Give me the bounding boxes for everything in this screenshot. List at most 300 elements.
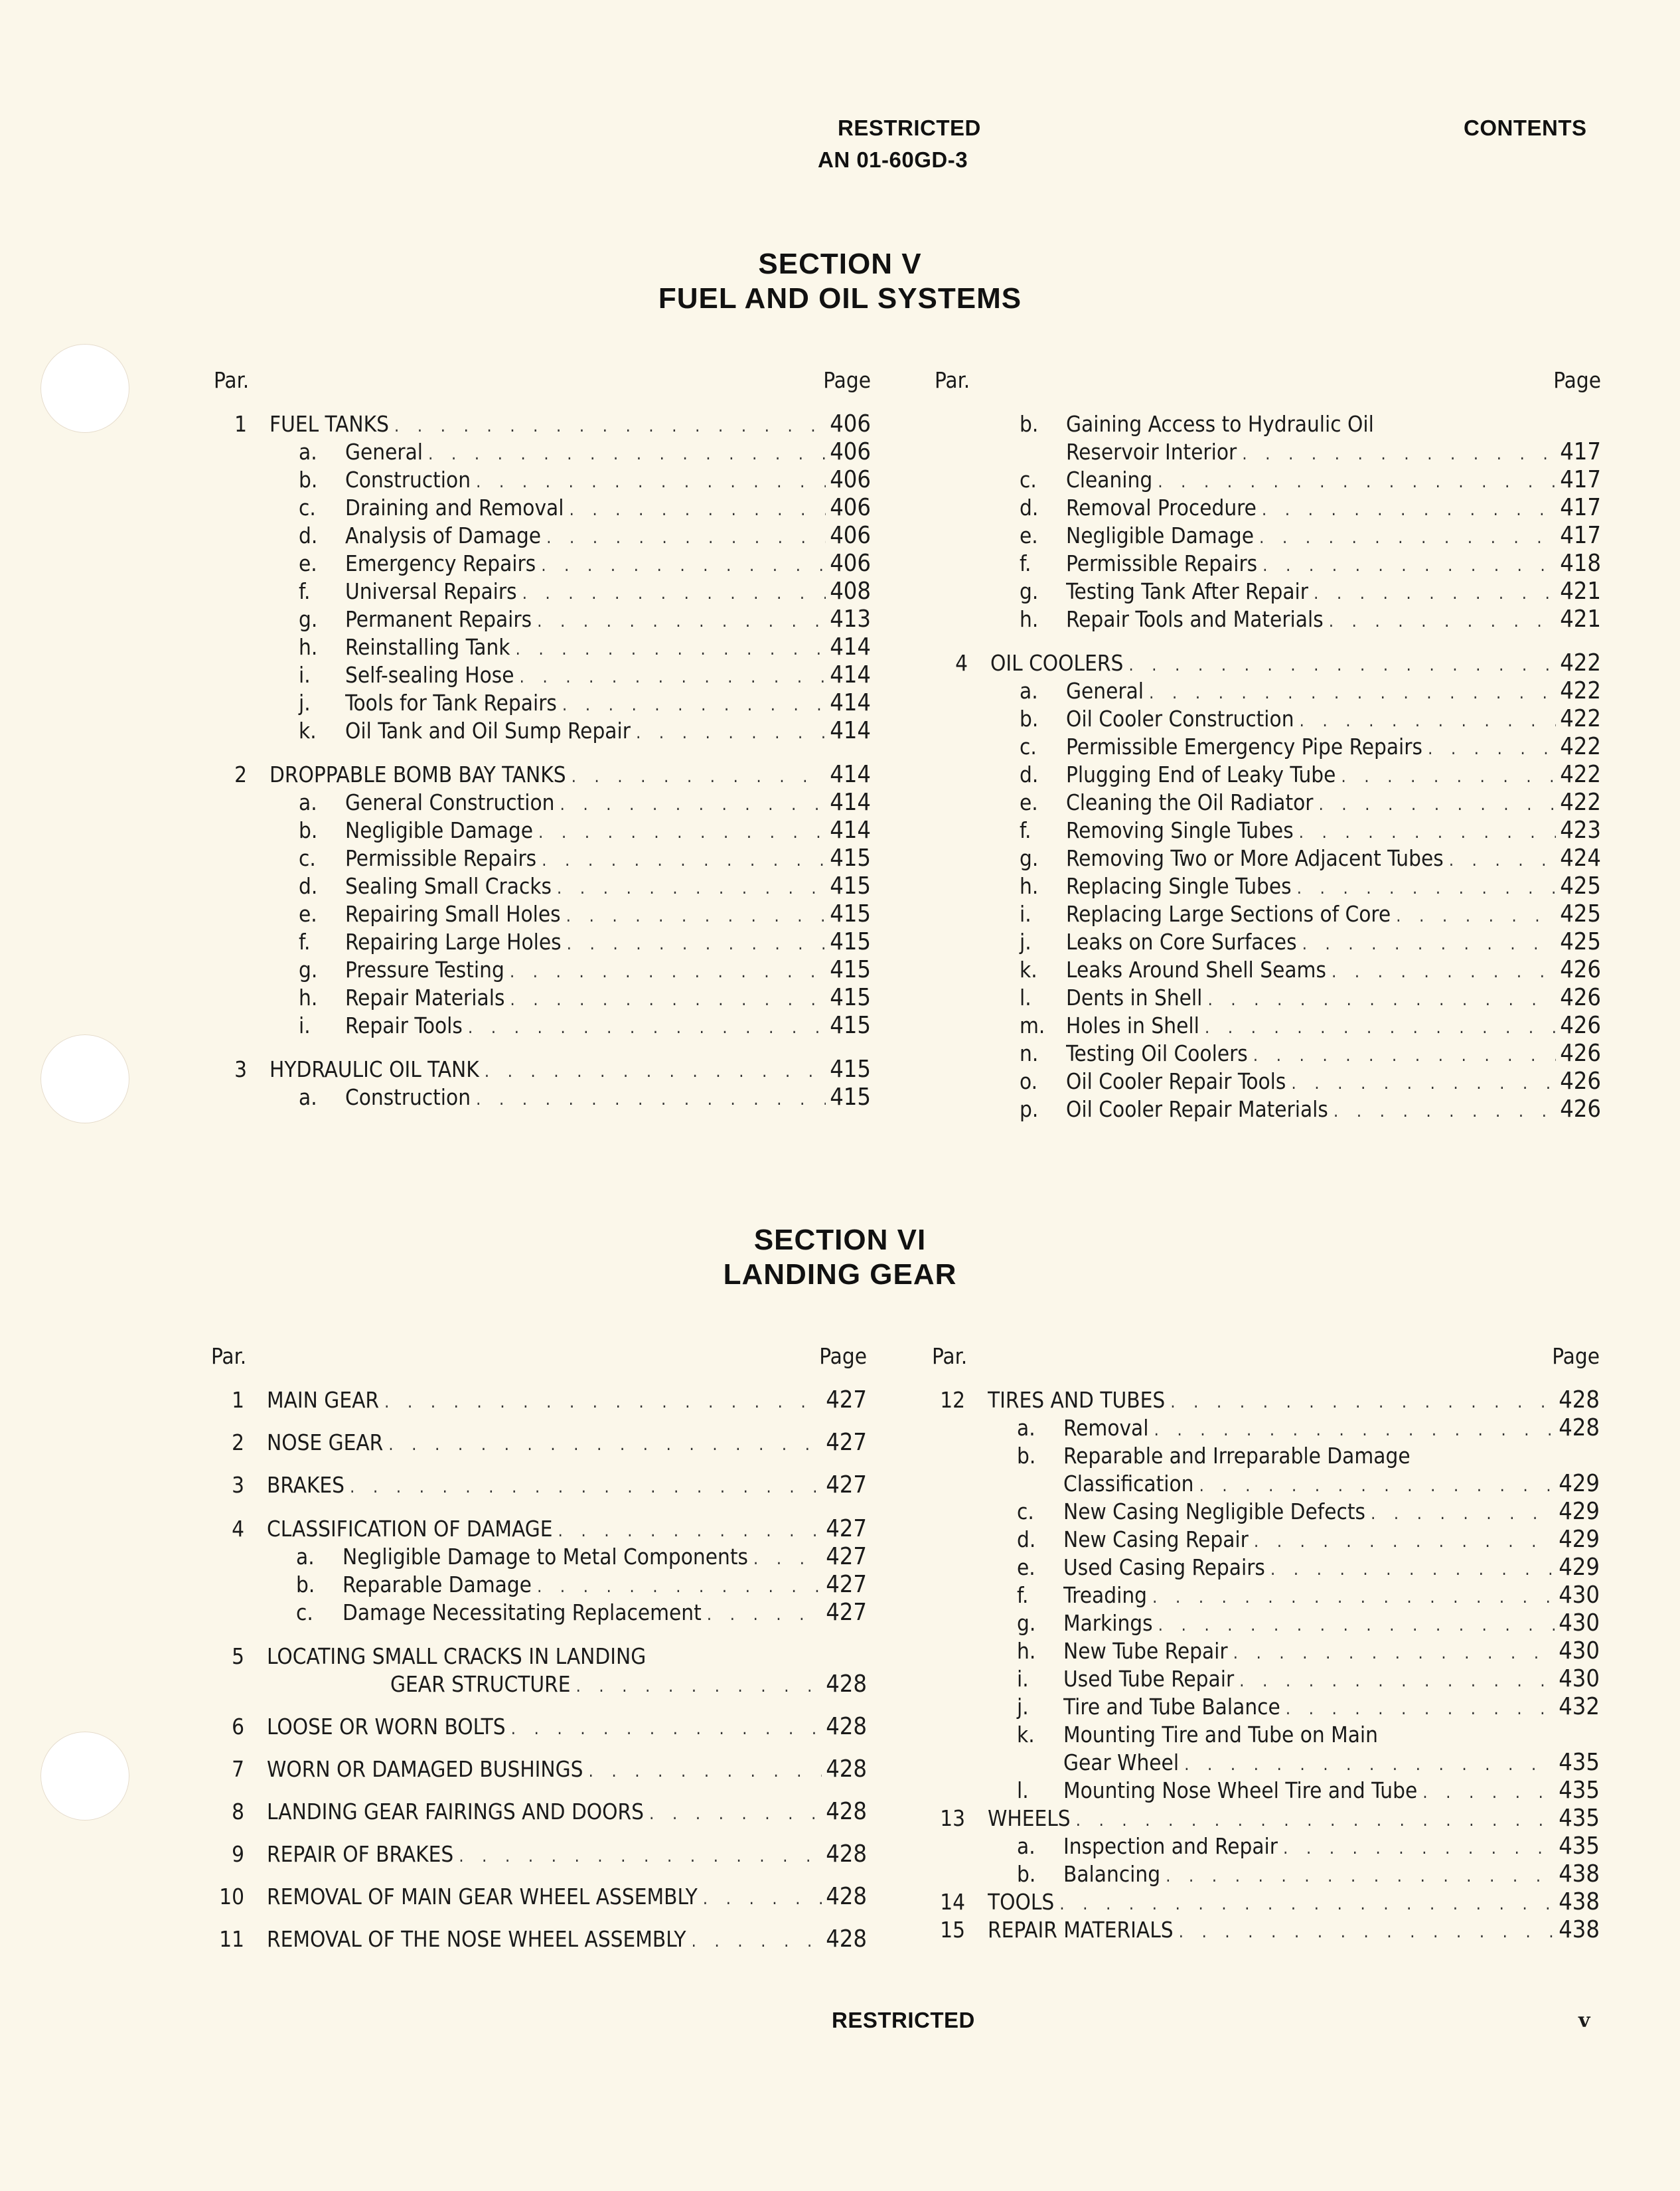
subparagraph-letter: d. — [1017, 1526, 1036, 1552]
toc-subentry[interactable] — [935, 578, 1601, 606]
page-number[interactable]: 438 — [1559, 1916, 1600, 1943]
toc-subentry[interactable] — [214, 438, 871, 466]
entry-title: OIL COOLERS — [990, 650, 1124, 676]
leader-dots — [428, 440, 826, 468]
page-number[interactable]: 428 — [826, 1713, 867, 1740]
page-number[interactable]: 421 — [1560, 606, 1601, 633]
toc-subentry[interactable] — [214, 550, 871, 578]
page-number[interactable]: 422 — [1560, 789, 1601, 816]
toc-subentry[interactable] — [214, 928, 871, 956]
page-number[interactable]: 424 — [1560, 845, 1601, 872]
toc-section-cont — [935, 410, 1601, 633]
page-number[interactable]: 428 — [826, 1798, 867, 1825]
entry-title-line — [343, 1599, 867, 1629]
subparagraph-letter: f. — [299, 929, 311, 955]
entry-title: General — [1066, 678, 1144, 704]
toc-entry[interactable] — [211, 1925, 867, 1953]
paragraph-number: 6 — [232, 1714, 244, 1740]
page-number[interactable]: 430 — [1559, 1665, 1600, 1692]
toc-subentry[interactable] — [214, 661, 871, 689]
toc-entry[interactable] — [211, 1755, 867, 1783]
page-number[interactable]: 426 — [1560, 1096, 1601, 1123]
page-number[interactable]: 414 — [830, 717, 871, 744]
page-number[interactable]: 414 — [830, 689, 871, 716]
entry-title: Permanent Repairs — [345, 606, 532, 632]
entry-title-line — [1066, 984, 1601, 1014]
toc-section-3 — [211, 1457, 867, 1499]
page-number[interactable]: 406 — [830, 410, 871, 438]
entry-title-line — [345, 956, 871, 986]
toc-entry[interactable] — [211, 1670, 867, 1698]
page-number[interactable]: 414 — [830, 661, 871, 689]
page-number[interactable]: 426 — [1560, 956, 1601, 983]
toc-subentry[interactable] — [935, 761, 1601, 789]
column-header — [935, 366, 1601, 394]
toc-entry[interactable] — [211, 1643, 867, 1670]
toc-entry[interactable] — [211, 1429, 867, 1457]
page-number[interactable]: 414 — [830, 817, 871, 844]
subparagraph-letter: l. — [1020, 985, 1031, 1011]
page-number[interactable]: 406 — [830, 550, 871, 577]
toc-section-1 — [211, 1386, 867, 1414]
toc-entry[interactable] — [211, 1515, 867, 1543]
leader-dots — [1184, 1751, 1555, 1779]
page-number[interactable]: 415 — [830, 956, 871, 983]
paragraph-number: 3 — [234, 1056, 247, 1082]
toc-entry[interactable] — [211, 1386, 867, 1414]
entry-title-line — [1066, 733, 1601, 763]
toc-subentry[interactable] — [932, 1721, 1600, 1749]
entry-title-line — [1066, 956, 1601, 986]
page-number[interactable]: 415 — [830, 928, 871, 955]
entry-title-line — [345, 578, 871, 608]
toc-entry[interactable] — [214, 761, 871, 789]
toc-subentry[interactable] — [932, 1554, 1600, 1582]
section-5-left-column — [214, 366, 871, 1111]
entry-title: HYDRAULIC OIL TANK — [269, 1056, 479, 1082]
toc-subentry[interactable] — [935, 494, 1601, 522]
page-number[interactable]: 418 — [1560, 550, 1601, 577]
toc-subentry[interactable] — [214, 845, 871, 872]
page-number[interactable]: 428 — [826, 1925, 867, 1953]
subparagraph-letter: a. — [1020, 678, 1038, 704]
toc-entry[interactable] — [932, 1888, 1600, 1916]
page-number[interactable]: 430 — [1559, 1609, 1600, 1637]
page-number[interactable]: 415 — [830, 1012, 871, 1039]
toc-subentry[interactable] — [211, 1599, 867, 1627]
entry-title: MAIN GEAR — [267, 1387, 379, 1413]
entry-title: LOCATING SMALL CRACKS IN LANDING — [267, 1643, 647, 1669]
entry-title-line — [345, 872, 871, 902]
page-number[interactable]: 417 — [1560, 522, 1601, 549]
leader-dots — [510, 986, 826, 1014]
toc-subentry[interactable] — [935, 677, 1601, 705]
entry-title: NOSE GEAR — [267, 1429, 384, 1455]
leader-dots — [1332, 958, 1556, 986]
toc-entry[interactable] — [211, 1840, 867, 1868]
page-number[interactable]: 429 — [1559, 1526, 1600, 1553]
page-number[interactable]: 422 — [1560, 705, 1601, 732]
entry-title-line — [267, 1840, 867, 1870]
entry-title-line — [1066, 817, 1601, 847]
page-number[interactable]: 426 — [1560, 984, 1601, 1011]
subparagraph-letter: i. — [1017, 1666, 1029, 1692]
page-number[interactable]: 425 — [1560, 928, 1601, 955]
toc-entry[interactable] — [932, 1386, 1600, 1414]
toc-subentry[interactable] — [932, 1665, 1600, 1693]
toc-subentry[interactable] — [935, 606, 1601, 633]
leader-dots — [1283, 1834, 1555, 1862]
entry-title: Reinstalling Tank — [345, 634, 510, 660]
entry-title-line — [267, 1798, 867, 1828]
entry-title-line — [990, 649, 1601, 679]
entry-title-line — [1066, 928, 1601, 958]
toc-subentry[interactable] — [214, 900, 871, 928]
toc-subentry[interactable] — [214, 606, 871, 633]
page-number[interactable]: 414 — [830, 761, 871, 788]
page-number[interactable]: 435 — [1559, 1749, 1600, 1776]
entry-title: Mounting Tire and Tube on Main — [1063, 1722, 1379, 1747]
toc-subentry[interactable] — [932, 1414, 1600, 1442]
leader-dots — [1253, 1042, 1556, 1070]
toc-subentry[interactable] — [935, 733, 1601, 761]
page-number[interactable]: 415 — [830, 845, 871, 872]
subparagraph-letter: a. — [1017, 1415, 1035, 1441]
toc-subentry[interactable] — [935, 956, 1601, 984]
toc-subentry[interactable] — [935, 984, 1601, 1012]
toc-entry[interactable] — [214, 1056, 871, 1084]
entry-title-line — [1063, 1470, 1600, 1500]
subparagraph-letter: l. — [1017, 1777, 1029, 1803]
toc-subentry[interactable] — [935, 705, 1601, 733]
page-number[interactable]: 422 — [1560, 733, 1601, 760]
leader-dots — [476, 468, 826, 496]
entry-title-line — [267, 1386, 867, 1416]
entry-title: Used Tube Repair — [1063, 1666, 1235, 1692]
toc-subentry[interactable] — [214, 1012, 871, 1040]
entry-title-line — [1066, 438, 1601, 468]
entry-title: REMOVAL OF THE NOSE WHEEL ASSEMBLY — [267, 1926, 686, 1952]
toc-subentry[interactable] — [932, 1777, 1600, 1805]
toc-subentry[interactable] — [935, 928, 1601, 956]
entry-title: Replacing Large Sections of Core — [1066, 901, 1391, 927]
toc-subentry[interactable] — [932, 1498, 1600, 1526]
toc-subentry[interactable] — [932, 1749, 1600, 1777]
toc-subentry[interactable] — [935, 817, 1601, 845]
toc-subentry[interactable] — [214, 956, 871, 984]
binder-punch-hole — [40, 1732, 129, 1821]
page-number[interactable]: 414 — [830, 789, 871, 816]
entry-title-line — [345, 466, 871, 496]
page-number[interactable]: 428 — [826, 1840, 867, 1868]
toc-subentry[interactable] — [214, 466, 871, 494]
page-number[interactable]: 406 — [830, 438, 871, 465]
entry-title: Testing Oil Coolers — [1066, 1040, 1248, 1066]
entry-title-line — [345, 1012, 871, 1042]
entry-title-line — [1066, 705, 1601, 735]
page-number[interactable]: 422 — [1560, 677, 1601, 704]
leader-dots — [1422, 1779, 1555, 1807]
entry-title: New Tube Repair — [1063, 1638, 1228, 1664]
paragraph-number: 15 — [940, 1917, 965, 1943]
page-number[interactable]: 415 — [830, 900, 871, 928]
toc-subentry[interactable] — [935, 1012, 1601, 1040]
entry-title: Negligible Damage — [1066, 523, 1255, 548]
page-number[interactable]: 427 — [826, 1471, 867, 1499]
entry-title-line — [1066, 845, 1601, 874]
entry-title: Analysis of Damage — [345, 523, 542, 548]
toc-subentry[interactable] — [214, 494, 871, 522]
entry-title: Oil Tank and Oil Sump Repair — [345, 718, 631, 744]
entry-title: Replacing Single Tubes — [1066, 873, 1292, 899]
subparagraph-letter: i. — [1020, 901, 1031, 927]
entry-title-line — [267, 1471, 867, 1501]
toc-subentry[interactable] — [932, 1637, 1600, 1665]
entry-title-line — [345, 817, 871, 847]
toc-subentry[interactable] — [214, 717, 871, 745]
toc-entry[interactable] — [211, 1883, 867, 1911]
page-number[interactable]: 417 — [1560, 494, 1601, 521]
entry-title-line — [1063, 1442, 1600, 1470]
toc-subentry[interactable] — [935, 522, 1601, 550]
subparagraph-letter: j. — [299, 690, 311, 716]
subparagraph-letter: b. — [296, 1572, 315, 1597]
entry-title-line — [1063, 1777, 1600, 1807]
toc-entry[interactable] — [211, 1713, 867, 1741]
header-classification: RESTRICTED — [838, 116, 981, 140]
toc-subentry[interactable] — [935, 438, 1601, 466]
leader-dots — [1199, 1472, 1555, 1500]
toc-entry[interactable] — [211, 1471, 867, 1499]
toc-subentry[interactable] — [214, 522, 871, 550]
entry-title: New Casing Repair — [1063, 1526, 1249, 1552]
toc-subentry[interactable] — [935, 845, 1601, 872]
page-number[interactable]: 422 — [1560, 649, 1601, 677]
subparagraph-letter: i. — [299, 1013, 311, 1038]
page-number[interactable]: 427 — [826, 1386, 867, 1414]
entry-title: Repairing Small Holes — [345, 901, 561, 927]
page-number[interactable]: 417 — [1560, 466, 1601, 493]
page-number[interactable]: 428 — [1559, 1414, 1600, 1441]
paragraph-number: 7 — [232, 1756, 244, 1782]
toc-subentry[interactable] — [935, 550, 1601, 578]
paragraph-number: 2 — [232, 1429, 244, 1455]
subparagraph-letter: f. — [1017, 1582, 1029, 1608]
page-number[interactable]: 423 — [1560, 817, 1601, 844]
entry-title-line — [1066, 1068, 1601, 1097]
leader-dots — [569, 496, 826, 524]
page-number[interactable]: 415 — [830, 1056, 871, 1083]
page-number[interactable]: 435 — [1559, 1805, 1600, 1832]
entry-title-line — [1066, 872, 1601, 902]
entry-title: Emergency Repairs — [345, 550, 536, 576]
leader-dots — [1059, 1890, 1555, 1918]
toc-subentry[interactable] — [935, 900, 1601, 928]
toc-subentry[interactable] — [214, 578, 871, 606]
subparagraph-letter: p. — [1020, 1096, 1039, 1122]
entry-title-line — [345, 661, 871, 691]
page-number[interactable]: 430 — [1559, 1637, 1600, 1664]
toc-subentry[interactable] — [214, 984, 871, 1012]
page-number[interactable]: 430 — [1559, 1582, 1600, 1609]
subparagraph-letter: a. — [299, 789, 317, 815]
page-number[interactable]: 422 — [1560, 761, 1601, 788]
page-number[interactable]: 428 — [1559, 1386, 1600, 1414]
page-number[interactable]: 426 — [1560, 1012, 1601, 1039]
toc-section-2 — [214, 745, 871, 1040]
leader-dots — [1233, 1639, 1555, 1667]
section-6-left-column — [211, 1342, 867, 1953]
page-number[interactable]: 415 — [830, 872, 871, 900]
page-column-label: Page — [1552, 1343, 1600, 1369]
page-number[interactable]: 428 — [826, 1755, 867, 1783]
leader-dots — [1262, 552, 1556, 580]
leader-dots — [1297, 874, 1557, 902]
subparagraph-letter: n. — [1020, 1040, 1039, 1066]
entry-title: Repair Tools — [345, 1013, 463, 1038]
toc-subentry[interactable] — [214, 817, 871, 845]
page-number[interactable]: 406 — [830, 522, 871, 549]
page-number[interactable]: 408 — [830, 578, 871, 605]
entry-title-line — [988, 1888, 1600, 1918]
entry-title-line — [1066, 761, 1601, 791]
paragraph-number: 9 — [232, 1841, 244, 1867]
page-number[interactable]: 427 — [826, 1429, 867, 1456]
toc-subentry[interactable] — [935, 1040, 1601, 1068]
page-number[interactable]: 425 — [1560, 872, 1601, 900]
page-number[interactable]: 432 — [1559, 1693, 1600, 1720]
toc-subentry[interactable] — [214, 1084, 871, 1111]
leader-dots — [703, 1885, 822, 1913]
leader-dots — [1291, 1070, 1556, 1097]
page-number[interactable]: 417 — [1560, 438, 1601, 465]
page-number[interactable]: 413 — [830, 606, 871, 633]
toc-subentry[interactable] — [935, 789, 1601, 817]
toc-subentry[interactable] — [932, 1470, 1600, 1498]
leader-dots — [1371, 1500, 1555, 1528]
entry-title-line — [1066, 578, 1601, 608]
paragraph-number: 2 — [234, 762, 247, 787]
page-number[interactable]: 428 — [826, 1883, 867, 1910]
toc-subentry[interactable] — [932, 1526, 1600, 1554]
leader-dots — [636, 719, 826, 747]
page-number[interactable]: 429 — [1559, 1554, 1600, 1581]
page-number[interactable]: 435 — [1559, 1832, 1600, 1860]
leader-dots — [1149, 679, 1556, 707]
toc-subentry[interactable] — [214, 872, 871, 900]
toc-subentry[interactable] — [935, 1068, 1601, 1096]
paragraph-number: 12 — [940, 1387, 965, 1413]
leader-dots — [1302, 930, 1557, 958]
entry-title: Removing Single Tubes — [1066, 817, 1294, 843]
leader-dots — [537, 608, 826, 635]
page-number[interactable]: 429 — [1559, 1470, 1600, 1497]
leader-dots — [459, 1842, 822, 1870]
entry-title-line — [1063, 1665, 1600, 1695]
toc-subentry[interactable] — [932, 1582, 1600, 1609]
toc-subentry[interactable] — [935, 1096, 1601, 1123]
page-number[interactable]: 415 — [830, 984, 871, 1011]
toc-subentry[interactable] — [214, 789, 871, 817]
toc-subentry[interactable] — [211, 1543, 867, 1571]
entry-title-line — [343, 1543, 867, 1573]
entry-title-line — [1066, 494, 1601, 524]
page-number[interactable]: 406 — [830, 494, 871, 521]
page-number[interactable]: 414 — [830, 633, 871, 661]
toc-subentry[interactable] — [214, 689, 871, 717]
toc-section-2 — [211, 1414, 867, 1457]
leader-dots — [1205, 1014, 1556, 1042]
entry-title: Treading — [1063, 1582, 1147, 1608]
page-number[interactable]: 406 — [830, 466, 871, 493]
page-number[interactable]: 438 — [1559, 1860, 1600, 1888]
page-number[interactable]: 429 — [1559, 1498, 1600, 1525]
page-number[interactable]: 427 — [826, 1571, 867, 1598]
toc-subentry[interactable] — [211, 1571, 867, 1599]
subparagraph-letter: k. — [299, 718, 317, 744]
page-number[interactable]: 415 — [830, 1084, 871, 1111]
entry-title-line — [267, 1755, 867, 1785]
subparagraph-letter: m. — [1020, 1013, 1045, 1038]
toc-section-12 — [932, 1386, 1600, 1805]
toc-subentry[interactable] — [935, 872, 1601, 900]
toc-subentry[interactable] — [932, 1832, 1600, 1860]
toc-entry[interactable] — [932, 1805, 1600, 1832]
toc-section-8 — [211, 1783, 867, 1826]
page-number[interactable]: 435 — [1559, 1777, 1600, 1804]
page-number[interactable]: 421 — [1560, 578, 1601, 605]
page-number[interactable]: 438 — [1559, 1888, 1600, 1915]
entry-title-line — [345, 689, 871, 719]
entry-title-line — [267, 1925, 867, 1955]
toc-subentry[interactable] — [935, 466, 1601, 494]
entry-title-line — [1063, 1609, 1600, 1639]
toc-subentry[interactable] — [932, 1442, 1600, 1470]
toc-entry[interactable] — [935, 649, 1601, 677]
paragraph-number: 11 — [219, 1926, 244, 1952]
toc-subentry[interactable] — [932, 1609, 1600, 1637]
entry-title-line — [1066, 1040, 1601, 1070]
entry-title: Repair Tools and Materials — [1066, 606, 1324, 632]
page-number[interactable]: 427 — [826, 1515, 867, 1542]
page-number[interactable]: 426 — [1560, 1040, 1601, 1067]
toc-subentry[interactable] — [932, 1860, 1600, 1888]
page-number[interactable]: 428 — [826, 1670, 867, 1698]
toc-subentry[interactable] — [935, 410, 1601, 438]
page-number[interactable]: 427 — [826, 1543, 867, 1570]
section-5-title — [0, 247, 1680, 316]
entry-title: Repair Materials — [345, 985, 505, 1011]
entry-title: Tools for Tank Repairs — [345, 690, 557, 716]
toc-subentry[interactable] — [214, 633, 871, 661]
entry-title: REMOVAL OF MAIN GEAR WHEEL ASSEMBLY — [267, 1884, 698, 1909]
section-6-right-column — [932, 1342, 1600, 1944]
toc-entry[interactable] — [214, 410, 871, 438]
subparagraph-letter: e. — [299, 901, 317, 927]
entry-title-line — [1066, 1012, 1601, 1042]
entry-title: Removal Procedure — [1066, 495, 1257, 521]
page-column-label: Page — [1553, 367, 1601, 393]
toc-entry[interactable] — [932, 1916, 1600, 1944]
toc-section-11 — [211, 1911, 867, 1953]
page-number[interactable]: 425 — [1560, 900, 1601, 928]
toc-subentry[interactable] — [932, 1693, 1600, 1721]
page-number[interactable]: 427 — [826, 1599, 867, 1626]
subparagraph-letter: d. — [299, 873, 318, 899]
page-number[interactable]: 426 — [1560, 1068, 1601, 1095]
paragraph-number: 8 — [232, 1799, 244, 1825]
toc-entry[interactable] — [211, 1798, 867, 1826]
